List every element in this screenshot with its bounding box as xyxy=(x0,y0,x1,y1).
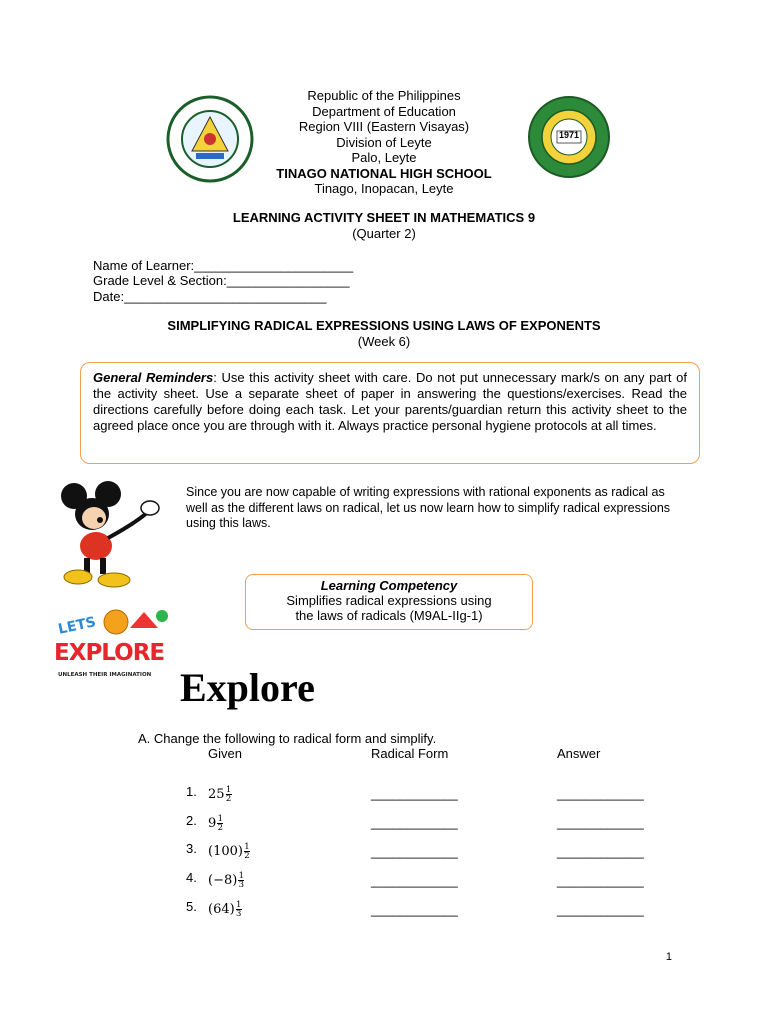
competency-line-2: the laws of radicals (M9AL-IIg-1) xyxy=(295,608,483,623)
lets-explore-logo-word: EXPLORE xyxy=(54,640,165,666)
exponent-fraction xyxy=(217,815,223,832)
exponent-numerator: 1 xyxy=(238,871,245,881)
answer-blank[interactable]: ____________ xyxy=(557,873,644,888)
lets-explore-logo-tagline: UNLEASH THEIR IMAGINATION xyxy=(58,672,152,678)
explore-heading: Explore xyxy=(180,665,315,710)
header-city: Palo, Leyte xyxy=(351,150,417,165)
exponent-fraction xyxy=(238,872,244,889)
intro-paragraph: Since you are now capable of writing expressions with rational exponents as radical as well as the different laws on radical, let us now learn how to simplify radical expressions using this laws. xyxy=(186,485,671,530)
reminders-lead: General Reminders xyxy=(93,370,214,385)
answer-blank[interactable]: ____________ xyxy=(557,815,644,830)
competency-line-1: Simplifies radical expressions using xyxy=(286,593,492,608)
item-number: 4. xyxy=(186,870,197,885)
exponent-numerator: 1 xyxy=(244,842,250,852)
answer-blank[interactable]: ____________ xyxy=(557,902,644,917)
competency-heading: Learning Competency xyxy=(320,578,458,593)
header-school-address: Tinago, Inopacan, Leyte xyxy=(314,181,454,196)
lets-explore-logo-lets: LETS xyxy=(56,614,98,638)
col-header-given: Given xyxy=(208,746,242,761)
sheet-title-main: LEARNING ACTIVITY SHEET IN MATHEMATICS 9 xyxy=(232,210,536,225)
lets-explore-logo-graphic xyxy=(100,606,170,636)
sheet-quarter: (Quarter 2) xyxy=(352,225,416,241)
given-base: 25 xyxy=(208,787,225,802)
reminders-text: : Use this activity sheet with care. Do not put unnecessary mark/s on any part of the activity sheet. Use a separate sheet of paper in answering the questions/exercises. Read the directions carefully before doing each task. Let your parents/guardian return this activity sheet to the agreed place once you are through with it. Always practice personal hygiene protocols at all times. xyxy=(93,370,687,433)
given-expression xyxy=(208,843,250,860)
date-field[interactable]: Date:____________________________ xyxy=(93,289,327,304)
radical-form-answer-blank[interactable]: ____________ xyxy=(371,873,458,888)
exponent-numerator: 1 xyxy=(217,814,223,824)
item-number: 3. xyxy=(186,841,197,856)
exponent-fraction xyxy=(226,786,232,803)
school-year-label: 1971 xyxy=(558,130,580,140)
header-region: Region VIII (Eastern Visayas) xyxy=(298,119,470,134)
exponent-fraction xyxy=(244,843,250,860)
exponent-numerator: 1 xyxy=(235,900,242,910)
given-base: 9 xyxy=(208,816,217,831)
topic-title: SIMPLIFYING RADICAL EXPRESSIONS USING LAWS OF EXPONENTS xyxy=(167,318,601,333)
general-reminders-box xyxy=(80,362,700,464)
header-republic: Republic of the Philippines xyxy=(307,88,461,103)
learner-name-field[interactable]: Name of Learner:______________________ xyxy=(93,258,354,273)
sheet-title xyxy=(120,210,648,241)
header-school-name: TINAGO NATIONAL HIGH SCHOOL xyxy=(276,165,492,181)
topic-block xyxy=(80,318,688,349)
section-a-instruction: A. Change the following to radical form and simplify. xyxy=(138,731,437,746)
header-division: Division of Leyte xyxy=(336,134,432,150)
exponent-denominator: 3 xyxy=(238,880,245,890)
radical-form-answer-blank[interactable]: ____________ xyxy=(371,844,458,859)
page-number: 1 xyxy=(665,951,672,963)
document-header xyxy=(230,88,538,197)
exponent-denominator: 2 xyxy=(217,823,223,833)
exponent-denominator: 2 xyxy=(225,794,232,804)
learning-competency-box xyxy=(245,574,533,630)
given-expression xyxy=(208,815,223,832)
radical-form-answer-blank[interactable]: ____________ xyxy=(371,786,458,801)
radical-form-answer-blank[interactable]: ____________ xyxy=(371,902,458,917)
radical-form-answer-blank[interactable]: ____________ xyxy=(371,815,458,830)
col-header-answer: Answer xyxy=(557,746,601,761)
given-expression xyxy=(208,901,242,918)
exponent-numerator: 1 xyxy=(225,785,232,795)
col-header-radical-form: Radical Form xyxy=(371,746,449,761)
grade-section-field[interactable]: Grade Level & Section:_________________ xyxy=(93,273,350,288)
cartoon-mouse-illustration xyxy=(56,480,160,588)
header-department: Department of Education xyxy=(312,103,456,119)
exponent-denominator: 3 xyxy=(235,909,242,919)
given-base: (−8) xyxy=(208,873,238,888)
topic-week: (Week 6) xyxy=(357,333,411,349)
lets-explore-logo xyxy=(52,606,172,686)
answer-blank[interactable]: ____________ xyxy=(557,844,644,859)
item-number: 1. xyxy=(186,784,197,799)
item-number: 2. xyxy=(186,813,197,828)
answer-blank[interactable]: ____________ xyxy=(557,786,644,801)
item-number: 5. xyxy=(186,899,197,914)
given-expression xyxy=(208,872,244,889)
exponent-denominator: 2 xyxy=(244,851,250,861)
exponent-fraction xyxy=(236,901,242,918)
given-base: (64) xyxy=(208,902,235,917)
given-expression xyxy=(208,786,232,803)
given-base: (100) xyxy=(208,844,243,859)
